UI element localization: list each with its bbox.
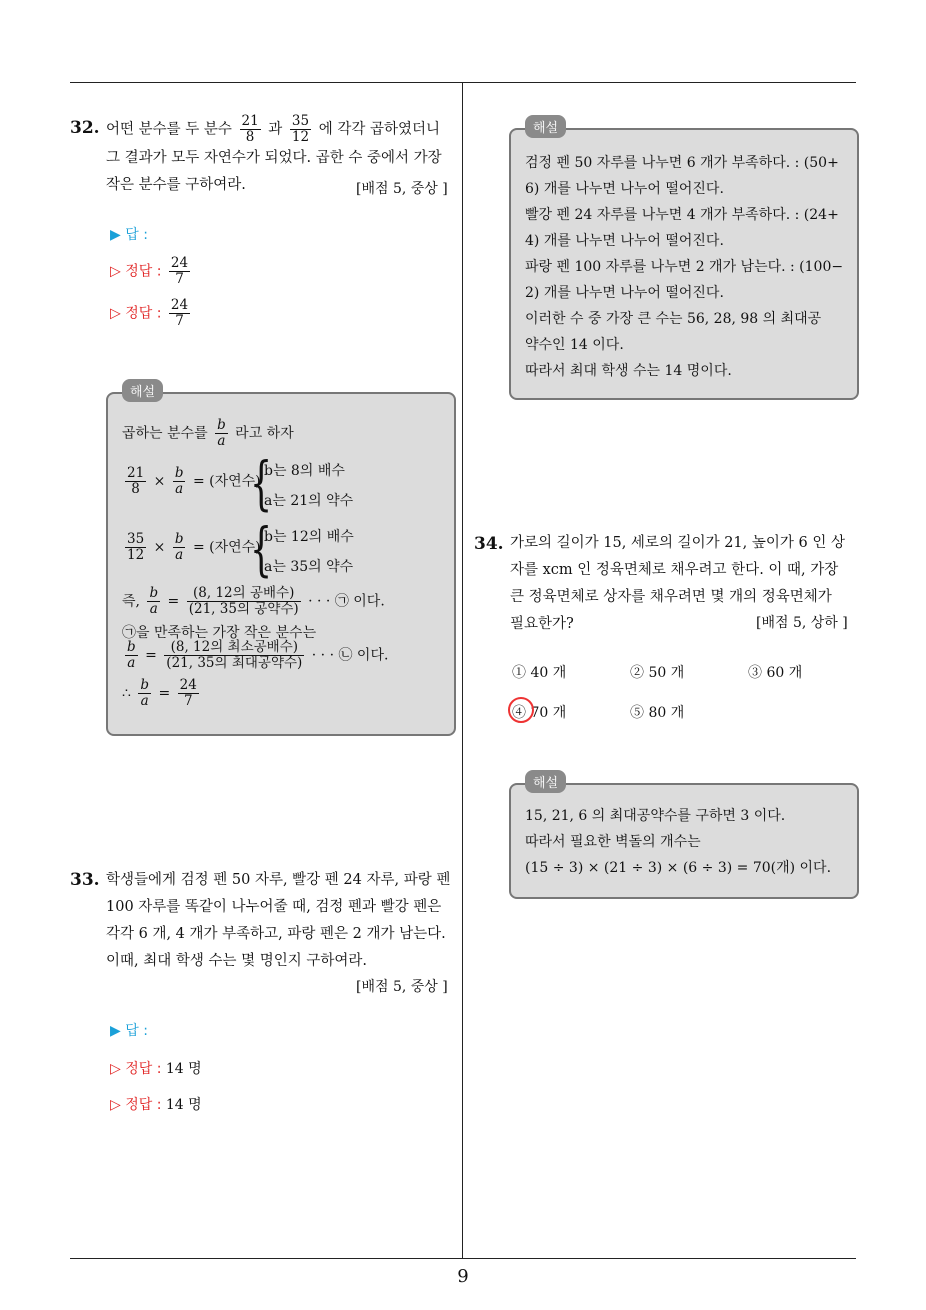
correct-answer: ▷ 정답 : 14 명: [110, 1097, 202, 1113]
condition-a-21: a는 21의 약수: [264, 493, 354, 509]
solution-box-34: [509, 776, 859, 899]
solution-tag: 해설: [525, 770, 566, 793]
question-32-score: [배점 5, 중상 ]: [356, 181, 448, 197]
question-34-line-1: 가로의 길이가 15, 세로의 길이가 21, 높이가 6 인 상: [510, 535, 845, 551]
solution-tag: 해설: [122, 379, 163, 402]
solution-line-3: $\frac{35}{12}$ × $\frac{b}{a}$ = (자연수): [127, 531, 261, 563]
solution-line: 15, 21, 6 의 최대공약수를 구하면 3 이다.: [525, 808, 786, 824]
solution-line-6: $\frac{b}{a}$ = $\frac{\text{(8, 12의 최소공배수)}}{\text{(21, 35의 최대공약수)}}$ · · · ㉡ 이다.: [127, 639, 389, 671]
condition-b-8: b는 8의 배수: [264, 463, 345, 479]
bottom-rule: [70, 1258, 856, 1259]
correct-answer: ▷ 정답 : $\frac{24}{7}$: [110, 297, 189, 329]
condition-b-12: b는 12의 배수: [264, 529, 354, 545]
question-32-number: 32.: [70, 118, 100, 138]
answer-label: ▶ 답 :: [110, 1023, 148, 1039]
choice-2[interactable]: ② 50 개: [630, 665, 685, 681]
question-32-line-1: 어떤 분수를 두 분수 $\frac{21}{8}$ 과 $\frac{35}{12}$ 에 각각 곱하였더니: [106, 113, 440, 145]
correct-answer: ▷ 정답 : $\frac{24}{7}$: [110, 255, 189, 287]
solution-box-33: [509, 121, 859, 400]
question-34-number: 34.: [474, 534, 504, 554]
top-rule: [70, 82, 856, 83]
choice-3[interactable]: ③ 60 개: [748, 665, 803, 681]
solution-line: 검정 펜 50 자루를 나누면 6 개가 부족하다. : (50+: [525, 155, 839, 171]
choice-1[interactable]: ① 40 개: [512, 665, 567, 681]
solution-line: 이러한 수 중 가장 큰 수는 56, 28, 98 의 최대공: [525, 311, 822, 327]
solution-line-1: 곱하는 분수를 $\frac{b}{a}$ 라고 하자: [122, 417, 294, 449]
solution-line-4: 즉, $\frac{b}{a}$ = $\frac{\text{(8, 12의 공배수)}}{\text{(21, 35의 공약수)}}$ · · · ㉠ 이다.: [122, 585, 385, 617]
question-33-score: [배점 5, 중상 ]: [356, 979, 448, 995]
question-32-line-2: 그 결과가 모두 자연수가 되었다. 곱한 수 중에서 가장: [106, 150, 442, 166]
condition-a-35: a는 35의 약수: [264, 559, 354, 575]
solution-line-7: ∴ $\frac{b}{a}$ = $\frac{24}{7}$: [122, 677, 197, 709]
question-34-score: [배점 5, 상하 ]: [756, 615, 848, 631]
answer-label: ▶ 답 :: [110, 227, 148, 243]
answer-fraction: $\frac{24}{7}$: [170, 297, 189, 329]
left-brace: {: [250, 515, 273, 583]
solution-line: (15 ÷ 3) × (21 ÷ 3) × (6 ÷ 3) = 70(개) 이다.: [525, 860, 832, 876]
question-33-text: [106, 867, 456, 975]
solution-line: 4) 개를 나누면 나누어 떨어진다.: [525, 233, 724, 249]
page-number: 9: [457, 1266, 469, 1287]
solution-tag: 해설: [525, 115, 566, 138]
column-divider: [462, 82, 463, 1258]
solution-line: 빨강 펜 24 자루를 나누면 4 개가 부족하다. : (24+: [525, 207, 839, 223]
question-33-line-3: 각각 6 개, 4 개가 부족하고, 파랑 펜은 2 개가 남는다.: [106, 926, 446, 942]
left-brace: {: [250, 449, 273, 517]
solution-line: 2) 개를 나누면 나누어 떨어진다.: [525, 285, 724, 301]
choice-5[interactable]: ⑤ 80 개: [630, 705, 685, 721]
solution-line: 따라서 최대 학생 수는 14 명이다.: [525, 363, 732, 379]
solution-line-2: $\frac{21}{8}$ × $\frac{b}{a}$ = (자연수): [127, 465, 261, 497]
correct-answer: ▷ 정답 : 14 명: [110, 1061, 202, 1077]
question-33-line-2: 100 자루를 똑같이 나누어줄 때, 검정 펜과 빨강 펜은: [106, 899, 442, 915]
question-34-line-4: 필요한가?: [510, 616, 574, 632]
fraction-35-12: $\frac{35}{12}$: [291, 113, 310, 145]
question-33-line-4: 이때, 최대 학생 수는 몇 명인지 구하여라.: [106, 953, 367, 969]
solution-line: 6) 개를 나누면 나누어 떨어진다.: [525, 181, 724, 197]
selected-answer-circle: [508, 697, 534, 723]
question-34-line-3: 큰 정육면체로 상자를 채우려면 몇 개의 정육면체가: [510, 589, 832, 605]
question-32-line-3: 작은 분수를 구하여라.: [106, 177, 246, 193]
solution-box-32: [106, 385, 456, 736]
solution-line-5: ㉠을 만족하는 가장 작은 분수는: [122, 625, 317, 641]
fraction-21-8: $\frac{21}{8}$: [241, 113, 259, 145]
solution-line: 따라서 필요한 벽돌의 개수는: [525, 834, 701, 850]
answer-fraction: $\frac{24}{7}$: [170, 255, 189, 287]
solution-line: 약수인 14 이다.: [525, 337, 624, 353]
question-33-number: 33.: [70, 870, 100, 890]
question-34-line-2: 자를 xcm 인 정육면체로 채우려고 한다. 이 때, 가장: [510, 562, 839, 578]
solution-line: 파랑 펜 100 자루를 나누면 2 개가 남는다. : (100−: [525, 259, 844, 275]
choice-4[interactable]: ④ 70 개: [512, 705, 567, 721]
question-33-line-1: 학생들에게 검정 펜 50 자루, 빨강 펜 24 자루, 파랑 펜: [106, 872, 451, 888]
